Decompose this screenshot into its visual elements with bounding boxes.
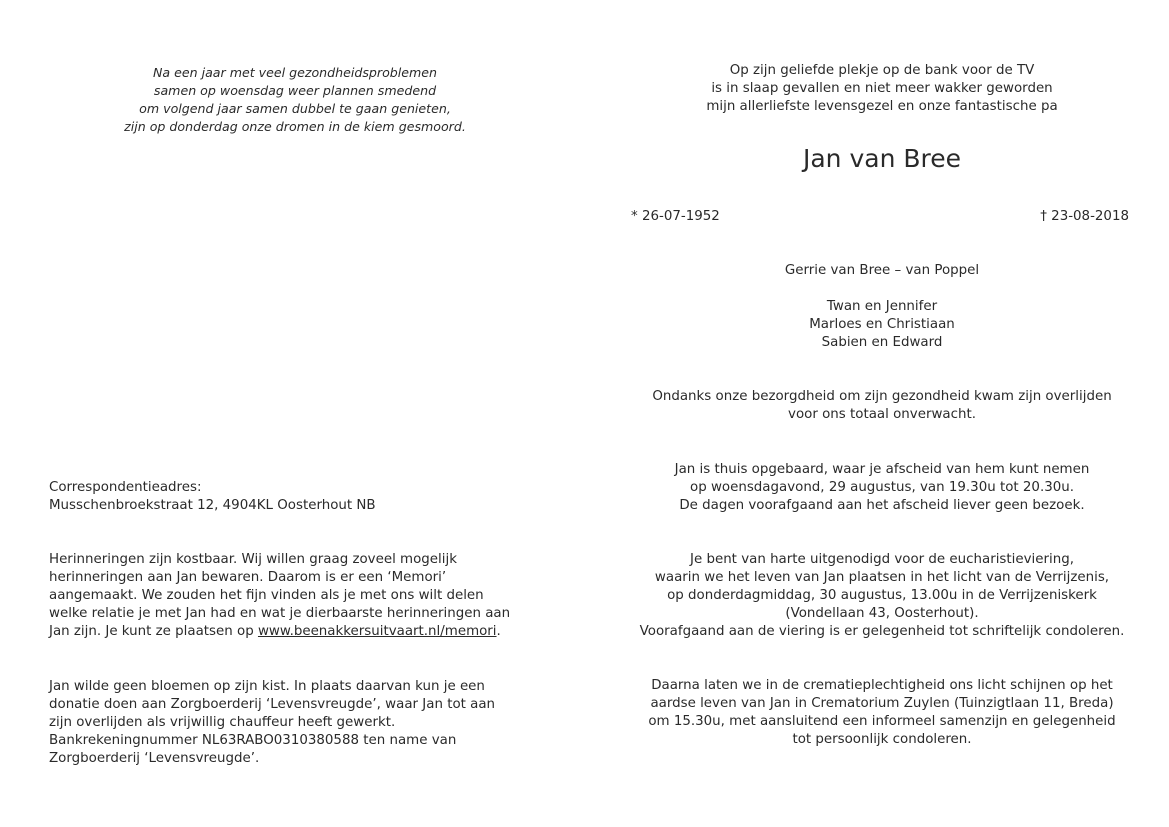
cremation-line: om 15.30u, met aansluitend een informeel samenzijn en gelegenheid (648, 714, 1116, 729)
flowers-donation-paragraph (49, 678, 569, 768)
family-names (610, 262, 1154, 352)
flowers-line: Zorgboerderij ‘Levensvreugde’. (49, 751, 260, 766)
spacer (610, 280, 1154, 298)
flowers-line: donatie doen aan Zorgboerderij ‘Levensvreugde’, waar Jan tot aan (49, 697, 496, 712)
correspondence-street: Musschenbroekstraat 12, 4904KL Oosterhout NB (49, 498, 376, 513)
cremation-line: aardse leven van Jan in Crematorium Zuylen (Tuinzigtlaan 11, Breda) (650, 696, 1114, 711)
unexpected-line: Ondanks onze bezorgdheid om zijn gezondheid kwam zijn overlijden (652, 389, 1112, 404)
memories-line: herinneringen aan Jan bewaren. Daarom is er een ‘Memori’ (49, 570, 447, 585)
deceased-name: Jan van Bree (802, 144, 962, 173)
child-couple: Twan en Jennifer (826, 299, 938, 314)
memories-link-prefix: Jan zijn. Je kunt ze plaatsen op (49, 624, 258, 639)
poem (60, 64, 530, 136)
correspondence-address (49, 479, 569, 515)
mass-line: waarin we het leven van Jan plaatsen in het licht van de Verrijzenis, (654, 570, 1110, 585)
memories-line: Herinneringen zijn kostbaar. Wij willen graag zoveel mogelijk (49, 552, 457, 567)
memories-last-line (49, 623, 569, 641)
memories-link-suffix: . (496, 624, 501, 639)
memories-line: aangemaakt. We zouden het fijn vinden als je met ons wilt delen (49, 588, 484, 603)
viewing-paragraph (610, 461, 1154, 515)
poem-line: om volgend jaar samen dubbel te gaan genieten, (139, 101, 451, 116)
memories-line: welke relatie je met Jan had en wat je dierbaarste herinneringen aan (49, 606, 511, 621)
unexpected-line: voor ons totaal onverwacht. (788, 407, 976, 422)
flowers-line: Jan wilde geen bloemen op zijn kist. In plaats daarvan kun je een (49, 679, 485, 694)
death-date: † 23-08-2018 (1040, 209, 1129, 224)
child-couple: Marloes en Christiaan (809, 317, 955, 332)
cremation-line: tot persoonlijk condoleren. (792, 732, 972, 747)
intro-line: mijn allerliefste levensgezel en onze fantastische pa (706, 99, 1058, 114)
birth-date: * 26-07-1952 (631, 209, 720, 224)
viewing-line: De dagen voorafgaand aan het afscheid liever geen bezoek. (679, 498, 1085, 513)
unexpected-paragraph (610, 388, 1154, 424)
poem-line: samen op woensdag weer plannen smedend (153, 83, 437, 98)
intro-line: Op zijn geliefde plekje op de bank voor de TV (729, 63, 1035, 78)
intro-line: is in slaap gevallen en niet meer wakker geworden (711, 81, 1053, 96)
poem-line: zijn op donderdag onze dromen in de kiem gesmoord. (124, 119, 466, 134)
viewing-line: Jan is thuis opgebaard, waar je afscheid van hem kunt nemen (674, 462, 1090, 477)
flowers-line: Bankrekeningnummer NL63RABO0310380588 ten name van (49, 733, 457, 748)
spouse-name: Gerrie van Bree – van Poppel (784, 263, 980, 278)
memories-paragraph (49, 551, 569, 641)
mass-line: Voorafgaand aan de viering is er gelegenheid tot schriftelijk condoleren. (639, 624, 1125, 639)
mass-line: op donderdagmiddag, 30 augustus, 13.00u in de Verrijzeniskerk (667, 588, 1097, 603)
announcement-intro (610, 62, 1154, 116)
memori-link[interactable]: www.beenakkersuitvaart.nl/memori (257, 624, 497, 639)
child-couple: Sabien en Edward (821, 335, 943, 350)
cremation-paragraph (610, 677, 1154, 749)
mass-paragraph (610, 551, 1154, 641)
poem-line: Na een jaar met veel gezondheidsproblemen (152, 65, 438, 80)
viewing-line: op woensdagavond, 29 augustus, van 19.30u tot 20.30u. (690, 480, 1074, 495)
correspondence-label: Correspondentieadres: (49, 480, 202, 495)
cremation-line: Daarna laten we in de crematieplechtigheid ons licht schijnen op het (651, 678, 1113, 693)
mass-line: Je bent van harte uitgenodigd voor de eucharistieviering, (690, 552, 1074, 567)
flowers-line: zijn overlijden als vrijwillig chauffeur heeft gewerkt. (49, 715, 396, 730)
mass-line: (Vondellaan 43, Oosterhout). (785, 606, 979, 621)
